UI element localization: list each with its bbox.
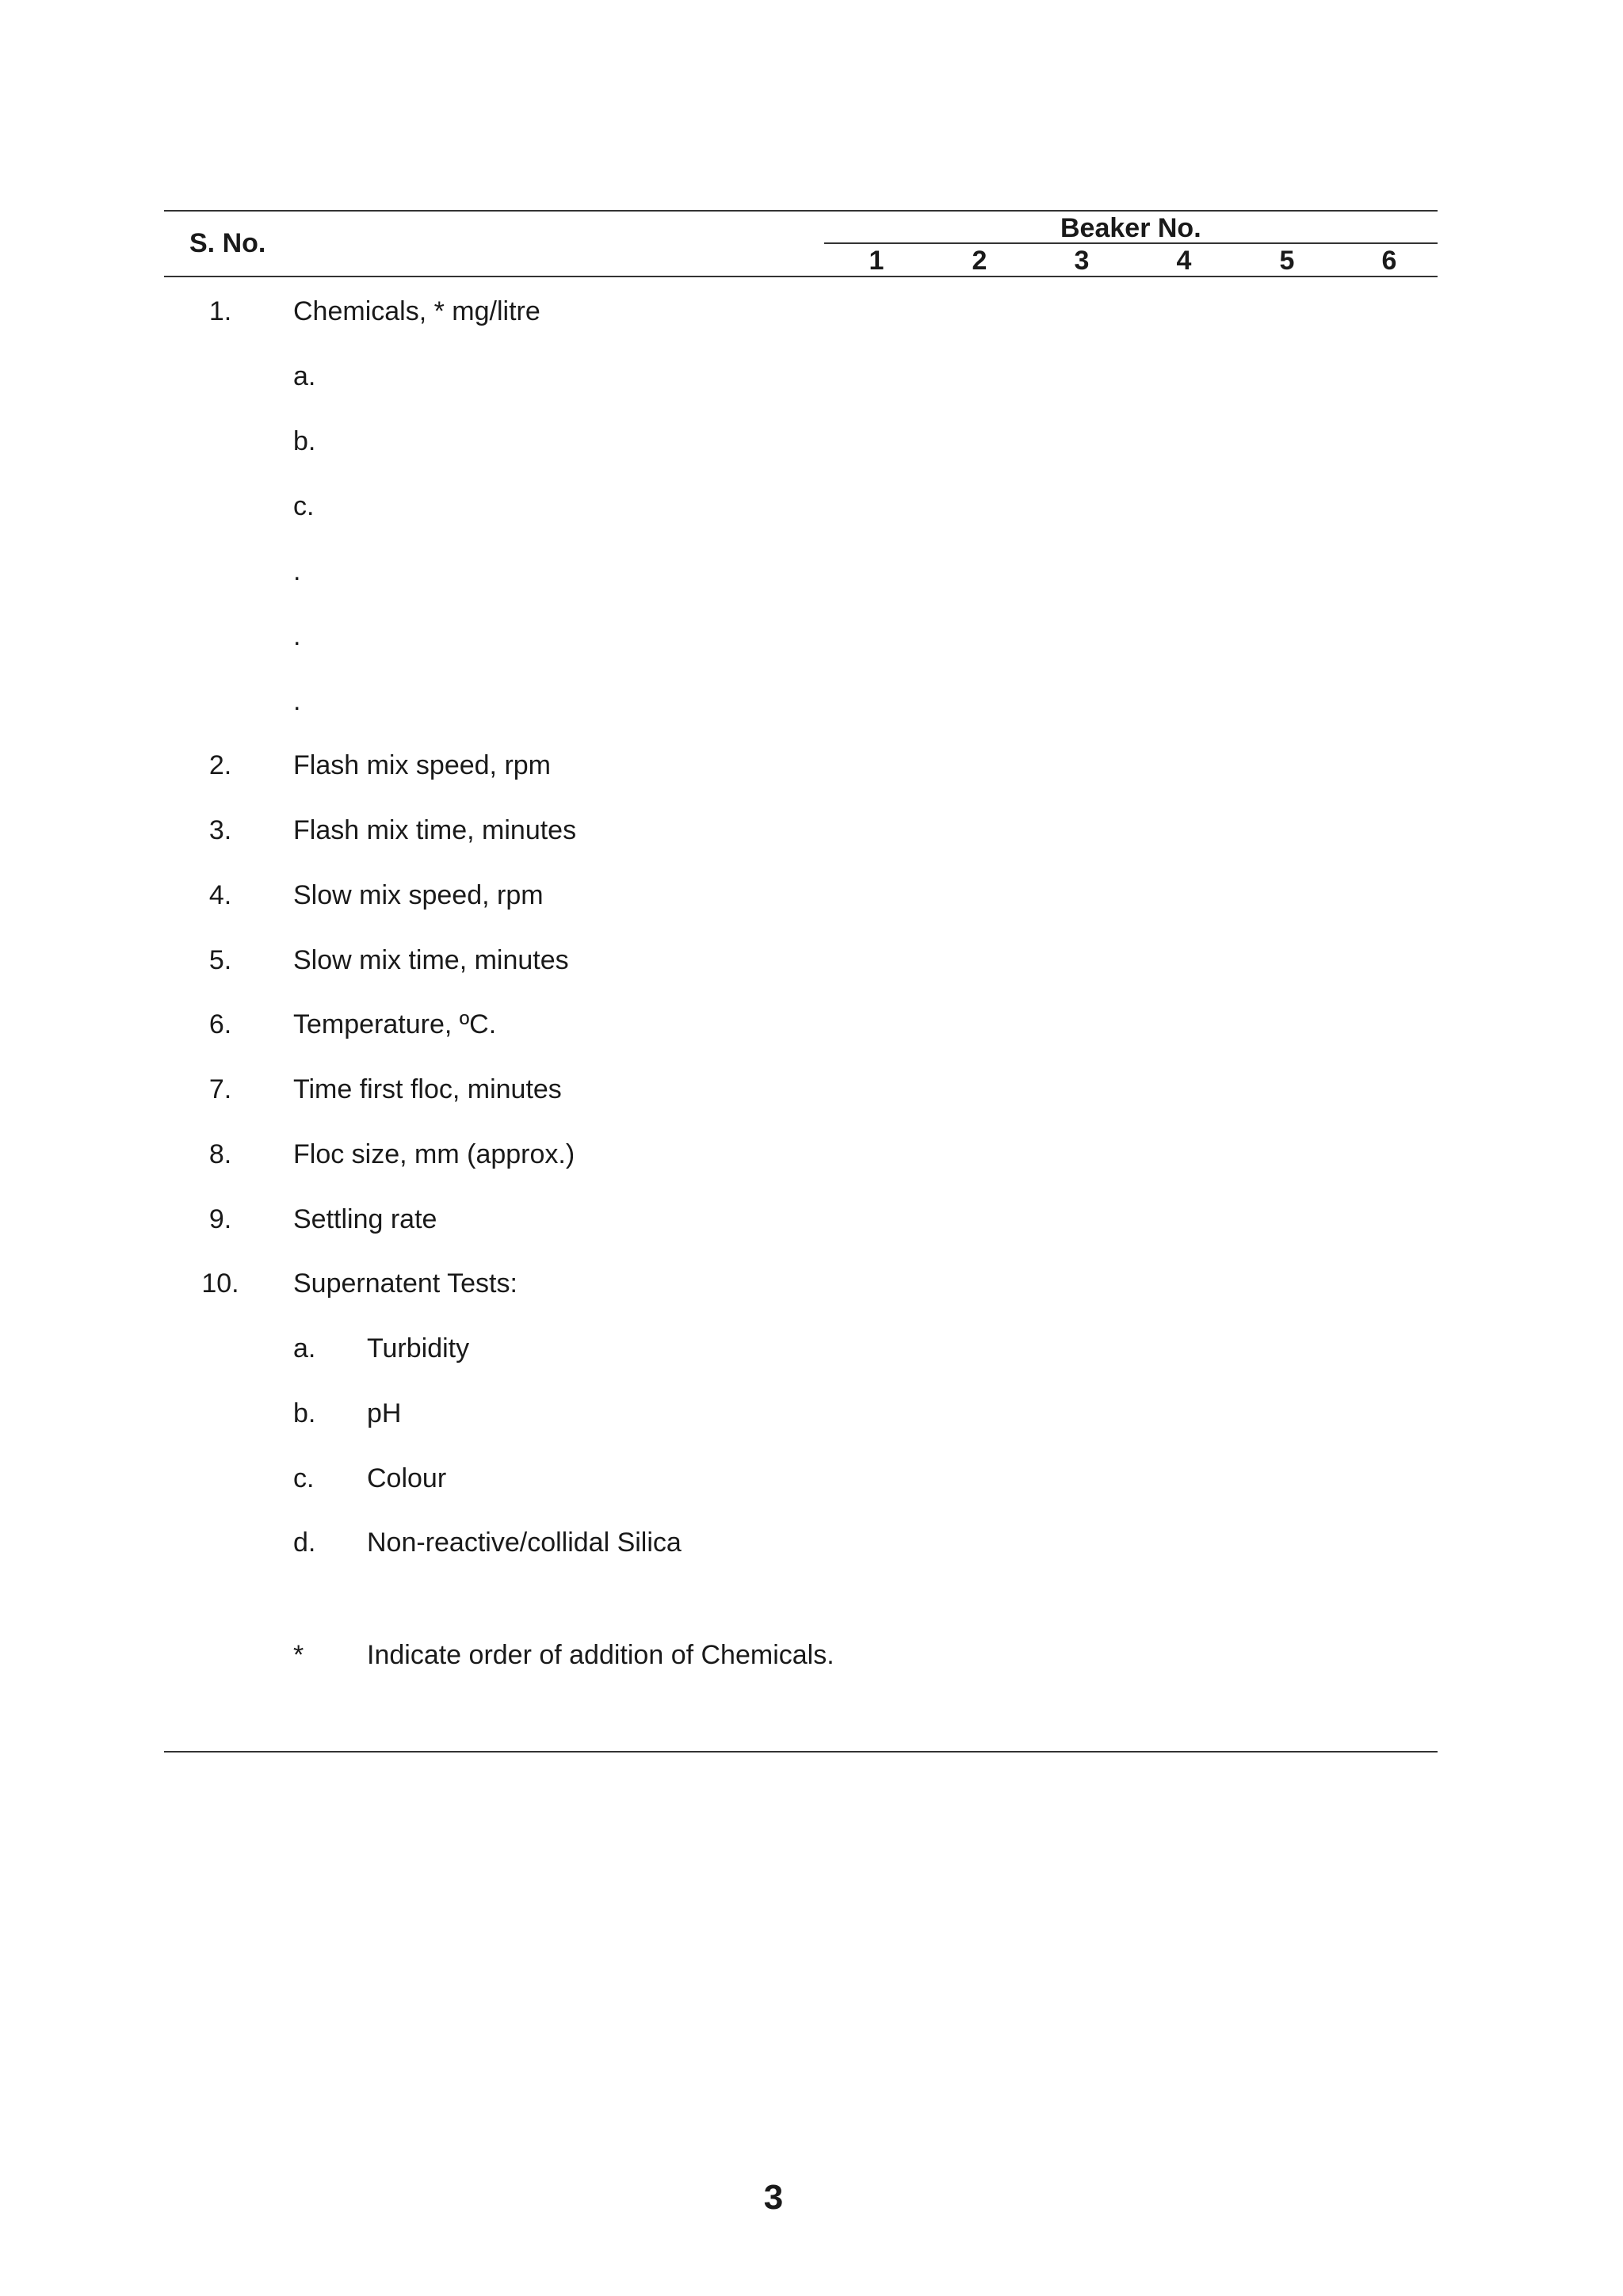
table-row [0, 943, 1623, 978]
table-row [0, 489, 1623, 524]
row-sub-letter: . [293, 556, 301, 586]
row-number: 10. [201, 1268, 239, 1299]
table-row [0, 1461, 1623, 1496]
table-header-bottom-rule [164, 276, 1438, 277]
row-number: 3. [208, 815, 232, 845]
row-label: Floc size, mm (approx.) [293, 1139, 575, 1169]
footnote-text: Indicate order of addition of Chemicals. [367, 1640, 834, 1670]
row-sub-letter: b. [293, 1398, 316, 1428]
row-number: 1. [208, 296, 232, 326]
row-label: Slow mix speed, rpm [293, 880, 544, 910]
row-label: Flash mix time, minutes [293, 815, 577, 845]
row-sub-letter: c. [293, 1463, 315, 1493]
beaker-column-5: 5 [1279, 246, 1295, 276]
row-label: Flash mix speed, rpm [293, 750, 551, 780]
beaker-column-1: 1 [869, 246, 884, 276]
row-sub-letter: b. [293, 426, 316, 456]
beaker-column-6: 6 [1381, 246, 1397, 276]
beaker-column-2: 2 [972, 246, 987, 276]
table-row [0, 1266, 1623, 1301]
beaker-column-3: 3 [1074, 246, 1090, 276]
row-number: 4. [208, 880, 232, 910]
row-sub-letter: a. [293, 1333, 316, 1363]
row-sub-letter: . [293, 621, 301, 651]
row-number: 9. [208, 1204, 232, 1234]
row-label: Settling rate [293, 1204, 437, 1234]
table-row [0, 878, 1623, 913]
table-row [0, 359, 1623, 394]
table-row [0, 1072, 1623, 1107]
row-label: Temperature, ºC. [293, 1009, 497, 1039]
table-row [0, 1331, 1623, 1366]
row-number: 8. [208, 1139, 232, 1169]
table-row [0, 1202, 1623, 1237]
footnote [0, 1638, 1623, 1672]
row-sub-label: Turbidity [367, 1333, 470, 1363]
beaker-column-4: 4 [1176, 246, 1192, 276]
row-label: Chemicals, * mg/litre [293, 296, 540, 326]
table-row [0, 1137, 1623, 1172]
row-sub-label: pH [367, 1398, 402, 1428]
table-row [0, 684, 1623, 719]
table-row [0, 1396, 1623, 1431]
table-top-rule [164, 210, 1438, 212]
row-sub-letter: . [293, 686, 301, 716]
row-label: Supernatent Tests: [293, 1268, 517, 1299]
row-sub-letter: a. [293, 361, 316, 391]
table-bottom-rule [164, 1751, 1438, 1753]
row-sub-letter: c. [293, 491, 315, 521]
table-row [0, 424, 1623, 459]
table-row [0, 1525, 1623, 1560]
row-number: 2. [208, 750, 232, 780]
row-label: Time first floc, minutes [293, 1074, 562, 1104]
table-row [0, 748, 1623, 783]
page-number: 3 [763, 2178, 784, 2217]
table-row [0, 554, 1623, 589]
table-row [0, 813, 1623, 848]
table-row [0, 1007, 1623, 1042]
table-row [0, 619, 1623, 654]
row-sub-letter: d. [293, 1527, 316, 1558]
beaker-no-header: Beaker No. [1060, 213, 1201, 243]
row-sub-label: Non-reactive/collidal Silica [367, 1527, 682, 1558]
table-row [0, 294, 1623, 329]
sno-column-header: S. No. [189, 228, 266, 258]
row-label: Slow mix time, minutes [293, 945, 569, 975]
row-sub-label: Colour [367, 1463, 447, 1493]
footnote-marker: * [293, 1640, 304, 1670]
row-number: 5. [208, 945, 232, 975]
row-number: 6. [208, 1009, 232, 1039]
row-number: 7. [208, 1074, 232, 1104]
